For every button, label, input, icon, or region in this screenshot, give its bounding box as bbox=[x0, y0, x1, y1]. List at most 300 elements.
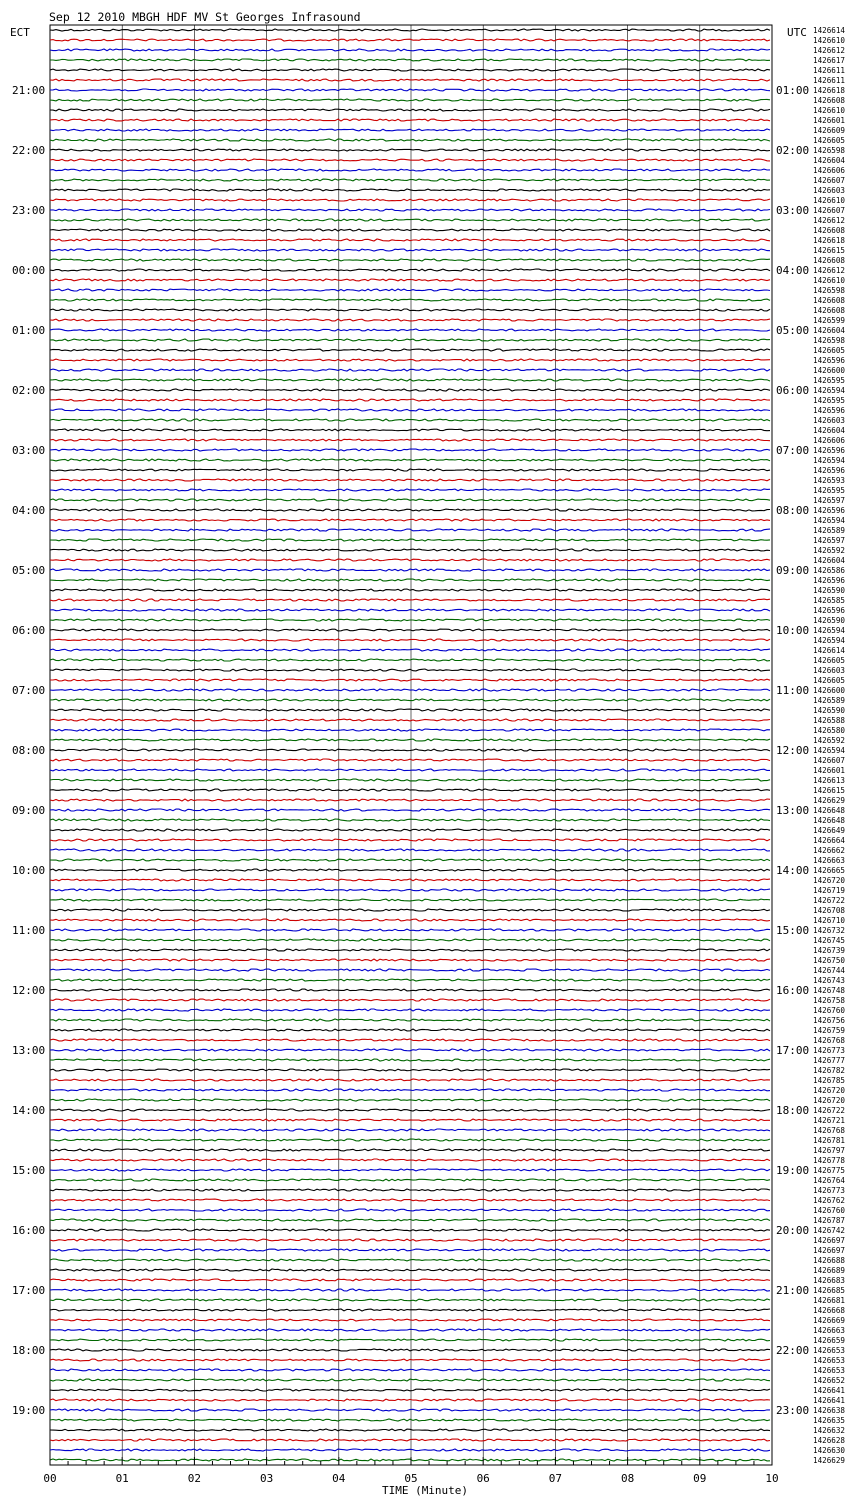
right-hour-labels bbox=[776, 84, 809, 1417]
right-hour-label: 17:00 bbox=[776, 1044, 810, 1057]
trace-value-label: 1426681 bbox=[813, 1296, 846, 1305]
trace-142 bbox=[50, 1439, 770, 1441]
trace-92 bbox=[50, 939, 770, 941]
trace-132 bbox=[50, 1339, 770, 1341]
trace-value-label: 1426635 bbox=[813, 1416, 846, 1425]
trace-98 bbox=[50, 999, 770, 1001]
left-hour-label: 14:00 bbox=[12, 1104, 46, 1117]
trace-value-label: 1426609 bbox=[813, 126, 846, 135]
trace-31 bbox=[50, 329, 770, 331]
trace-63 bbox=[50, 649, 770, 651]
trace-value-label: 1426596 bbox=[813, 576, 846, 585]
trace-5 bbox=[50, 69, 770, 71]
right-hour-label: 07:00 bbox=[776, 444, 810, 457]
trace-value-label: 1426610 bbox=[813, 36, 846, 45]
trace-120 bbox=[50, 1219, 770, 1221]
right-hour-label: 16:00 bbox=[776, 984, 810, 997]
trace-110 bbox=[50, 1119, 770, 1121]
trace-65 bbox=[50, 669, 770, 671]
trace-25 bbox=[50, 269, 770, 271]
trace-87 bbox=[50, 889, 770, 891]
trace-118 bbox=[50, 1199, 770, 1201]
right-hour-label: 13:00 bbox=[776, 804, 810, 817]
trace-75 bbox=[50, 769, 770, 771]
trace-58 bbox=[50, 599, 770, 601]
x-tick-label: 02 bbox=[187, 1472, 202, 1485]
trace-35 bbox=[50, 369, 770, 371]
trace-value-label: 1426721 bbox=[813, 1116, 846, 1125]
trace-value-label: 1426663 bbox=[813, 1326, 846, 1335]
trace-8 bbox=[50, 99, 770, 101]
trace-40 bbox=[50, 419, 770, 421]
trace-value-label: 1426597 bbox=[813, 496, 846, 505]
trace-78 bbox=[50, 799, 770, 801]
trace-value-label: 1426614 bbox=[813, 646, 846, 655]
trace-102 bbox=[50, 1039, 770, 1041]
trace-value-label: 1426720 bbox=[813, 876, 846, 885]
x-tick-label: 05 bbox=[404, 1472, 418, 1485]
trace-93 bbox=[50, 949, 770, 951]
trace-60 bbox=[50, 619, 770, 621]
trace-value-label: 1426689 bbox=[813, 1266, 846, 1275]
trace-value-label: 1426739 bbox=[813, 946, 846, 955]
trace-value-label: 1426596 bbox=[813, 356, 846, 365]
trace-value-label: 1426594 bbox=[813, 636, 846, 645]
trace-value-label: 1426768 bbox=[813, 1036, 846, 1045]
trace-value-label: 1426613 bbox=[813, 776, 846, 785]
x-tick-label: 10 bbox=[765, 1472, 779, 1485]
trace-79 bbox=[50, 809, 770, 811]
seismic-traces bbox=[50, 29, 770, 1461]
x-tick-label: 07 bbox=[548, 1472, 563, 1485]
trace-13 bbox=[50, 149, 770, 151]
trace-value-label: 1426629 bbox=[813, 1456, 846, 1465]
trace-value-label: 1426615 bbox=[813, 786, 846, 795]
trace-82 bbox=[50, 839, 770, 841]
trace-29 bbox=[50, 309, 770, 311]
trace-143 bbox=[50, 1449, 770, 1451]
trace-42 bbox=[50, 439, 770, 441]
trace-value-label: 1426745 bbox=[813, 936, 846, 945]
trace-14 bbox=[50, 159, 770, 161]
trace-value-label: 1426608 bbox=[813, 256, 846, 265]
trace-11 bbox=[50, 129, 770, 131]
trace-122 bbox=[50, 1239, 770, 1241]
right-hour-label: 03:00 bbox=[776, 204, 810, 217]
trace-value-label: 1426648 bbox=[813, 806, 846, 815]
trace-55 bbox=[50, 569, 770, 571]
trace-16 bbox=[50, 179, 770, 181]
left-hour-label: 19:00 bbox=[12, 1404, 46, 1417]
trace-34 bbox=[50, 359, 770, 361]
trace-value-label: 1426597 bbox=[813, 536, 846, 545]
trace-96 bbox=[50, 979, 770, 981]
x-tick-label: 09 bbox=[693, 1472, 707, 1485]
trace-9 bbox=[50, 109, 770, 111]
trace-value-label: 1426782 bbox=[813, 1066, 846, 1075]
trace-37 bbox=[50, 389, 770, 391]
right-hour-label: 02:00 bbox=[776, 144, 810, 157]
trace-value-label: 1426594 bbox=[813, 386, 846, 395]
trace-114 bbox=[50, 1159, 770, 1161]
trace-value-label: 1426748 bbox=[813, 986, 846, 995]
trace-value-label: 1426628 bbox=[813, 1436, 846, 1445]
trace-134 bbox=[50, 1359, 770, 1361]
left-hour-label: 09:00 bbox=[12, 804, 46, 817]
trace-46 bbox=[50, 479, 770, 481]
trace-value-label: 1426632 bbox=[813, 1426, 846, 1435]
trace-value-label: 1426618 bbox=[813, 86, 846, 95]
trace-66 bbox=[50, 679, 770, 681]
trace-137 bbox=[50, 1389, 770, 1391]
trace-value-label: 1426744 bbox=[813, 966, 846, 975]
trace-value-label: 1426778 bbox=[813, 1156, 846, 1165]
trace-95 bbox=[50, 969, 770, 971]
trace-80 bbox=[50, 819, 770, 821]
trace-value-label: 1426697 bbox=[813, 1246, 846, 1255]
trace-49 bbox=[50, 509, 770, 511]
trace-value-label: 1426603 bbox=[813, 666, 846, 675]
trace-15 bbox=[50, 169, 770, 171]
trace-value-label: 1426649 bbox=[813, 826, 846, 835]
trace-value-label: 1426732 bbox=[813, 926, 846, 935]
trace-value-label: 1426605 bbox=[813, 136, 846, 145]
trace-41 bbox=[50, 429, 770, 431]
trace-71 bbox=[50, 729, 770, 731]
trace-value-label: 1426601 bbox=[813, 766, 846, 775]
trace-value-label: 1426604 bbox=[813, 326, 846, 335]
trace-value-label: 1426594 bbox=[813, 746, 846, 755]
trace-23 bbox=[50, 249, 770, 251]
trace-69 bbox=[50, 709, 770, 711]
trace-value-label: 1426710 bbox=[813, 916, 846, 925]
trace-107 bbox=[50, 1089, 770, 1091]
right-hour-label: 20:00 bbox=[776, 1224, 810, 1237]
right-hour-label: 06:00 bbox=[776, 384, 810, 397]
trace-value-label: 1426659 bbox=[813, 1336, 846, 1345]
trace-121 bbox=[50, 1229, 770, 1231]
right-hour-label: 01:00 bbox=[776, 84, 810, 97]
left-hour-label: 02:00 bbox=[12, 384, 46, 397]
trace-value-label: 1426781 bbox=[813, 1136, 846, 1145]
trace-138 bbox=[50, 1399, 770, 1401]
right-hour-label: 14:00 bbox=[776, 864, 810, 877]
trace-123 bbox=[50, 1249, 770, 1251]
trace-value-label: 1426610 bbox=[813, 276, 846, 285]
left-hour-label: 05:00 bbox=[12, 564, 46, 577]
trace-value-label: 1426614 bbox=[813, 26, 846, 35]
right-hour-label: 09:00 bbox=[776, 564, 810, 577]
trace-141 bbox=[50, 1429, 770, 1431]
trace-57 bbox=[50, 589, 770, 591]
trace-140 bbox=[50, 1419, 770, 1421]
trace-value-label: 1426764 bbox=[813, 1176, 846, 1185]
trace-81 bbox=[50, 829, 770, 831]
trace-89 bbox=[50, 909, 770, 911]
chart-title: Sep 12 2010 MBGH HDF MV St Georges Infrasound bbox=[49, 10, 361, 24]
trace-83 bbox=[50, 849, 770, 851]
trace-value-label: 1426688 bbox=[813, 1256, 846, 1265]
trace-104 bbox=[50, 1059, 770, 1061]
trace-value-label: 1426588 bbox=[813, 716, 846, 725]
trace-113 bbox=[50, 1149, 770, 1151]
trace-128 bbox=[50, 1299, 770, 1301]
trace-value-label: 1426596 bbox=[813, 606, 846, 615]
trace-value-label: 1426768 bbox=[813, 1126, 846, 1135]
trace-value-label: 1426593 bbox=[813, 476, 846, 485]
trace-10 bbox=[50, 119, 770, 121]
trace-19 bbox=[50, 209, 770, 211]
left-hour-label: 04:00 bbox=[12, 504, 46, 517]
trace-value-label: 1426773 bbox=[813, 1046, 846, 1055]
left-hour-label: 03:00 bbox=[12, 444, 46, 457]
trace-28 bbox=[50, 299, 770, 301]
trace-value-label: 1426599 bbox=[813, 316, 846, 325]
left-hour-label: 10:00 bbox=[12, 864, 46, 877]
trace-value-label: 1426785 bbox=[813, 1076, 846, 1085]
trace-value-label: 1426722 bbox=[813, 1106, 846, 1115]
trace-76 bbox=[50, 779, 770, 781]
trace-86 bbox=[50, 879, 770, 881]
trace-value-label: 1426596 bbox=[813, 446, 846, 455]
trace-103 bbox=[50, 1049, 770, 1051]
trace-144 bbox=[50, 1459, 770, 1461]
trace-value-label: 1426595 bbox=[813, 376, 846, 385]
right-timezone-label: UTC bbox=[787, 26, 807, 39]
left-hour-label: 01:00 bbox=[12, 324, 46, 337]
trace-22 bbox=[50, 239, 770, 241]
trace-109 bbox=[50, 1109, 770, 1111]
trace-64 bbox=[50, 659, 770, 661]
trace-value-label: 1426607 bbox=[813, 756, 846, 765]
right-hour-label: 19:00 bbox=[776, 1164, 810, 1177]
trace-133 bbox=[50, 1349, 770, 1351]
trace-51 bbox=[50, 529, 770, 531]
trace-value-label: 1426683 bbox=[813, 1276, 846, 1285]
trace-value-label: 1426590 bbox=[813, 706, 846, 715]
trace-124 bbox=[50, 1259, 770, 1261]
trace-125 bbox=[50, 1269, 770, 1271]
left-hour-label: 11:00 bbox=[12, 924, 46, 937]
trace-105 bbox=[50, 1069, 770, 1071]
trace-value-label: 1426760 bbox=[813, 1006, 846, 1015]
left-hour-label: 12:00 bbox=[12, 984, 46, 997]
trace-33 bbox=[50, 349, 770, 351]
left-hour-label: 17:00 bbox=[12, 1284, 46, 1297]
right-hour-label: 05:00 bbox=[776, 324, 810, 337]
trace-77 bbox=[50, 789, 770, 791]
trace-43 bbox=[50, 449, 770, 451]
trace-value-label: 1426589 bbox=[813, 526, 846, 535]
trace-value-label: 1426720 bbox=[813, 1086, 846, 1095]
right-hour-label: 23:00 bbox=[776, 1404, 810, 1417]
trace-value-label: 1426664 bbox=[813, 836, 846, 845]
trace-47 bbox=[50, 489, 770, 491]
trace-100 bbox=[50, 1019, 770, 1021]
left-hour-label: 13:00 bbox=[12, 1044, 46, 1057]
trace-139 bbox=[50, 1409, 770, 1411]
trace-value-label: 1426585 bbox=[813, 596, 846, 605]
trace-value-label: 1426608 bbox=[813, 306, 846, 315]
trace-101 bbox=[50, 1029, 770, 1031]
trace-value-label: 1426603 bbox=[813, 186, 846, 195]
trace-6 bbox=[50, 79, 770, 81]
trace-value-label: 1426606 bbox=[813, 436, 846, 445]
trace-30 bbox=[50, 319, 770, 321]
trace-131 bbox=[50, 1329, 770, 1331]
trace-56 bbox=[50, 579, 770, 581]
trace-72 bbox=[50, 739, 770, 741]
trace-value-label: 1426594 bbox=[813, 516, 846, 525]
trace-97 bbox=[50, 989, 770, 991]
trace-68 bbox=[50, 699, 770, 701]
trace-value-label: 1426668 bbox=[813, 1306, 846, 1315]
trace-value-label: 1426598 bbox=[813, 336, 846, 345]
trace-value-label: 1426669 bbox=[813, 1316, 846, 1325]
trace-85 bbox=[50, 869, 770, 871]
trace-116 bbox=[50, 1179, 770, 1181]
trace-112 bbox=[50, 1139, 770, 1141]
trace-74 bbox=[50, 759, 770, 761]
left-hour-label: 07:00 bbox=[12, 684, 46, 697]
trace-value-label: 1426612 bbox=[813, 216, 846, 225]
left-hour-label: 08:00 bbox=[12, 744, 46, 757]
trace-value-label: 1426607 bbox=[813, 206, 846, 215]
trace-90 bbox=[50, 919, 770, 921]
trace-130 bbox=[50, 1319, 770, 1321]
trace-value-label: 1426608 bbox=[813, 226, 846, 235]
trace-value-label: 1426742 bbox=[813, 1226, 846, 1235]
trace-27 bbox=[50, 289, 770, 291]
trace-value-label: 1426612 bbox=[813, 46, 846, 55]
trace-2 bbox=[50, 39, 770, 41]
right-hour-label: 15:00 bbox=[776, 924, 810, 937]
trace-67 bbox=[50, 689, 770, 691]
right-hour-label: 22:00 bbox=[776, 1344, 810, 1357]
right-hour-label: 04:00 bbox=[776, 264, 810, 277]
trace-4 bbox=[50, 59, 770, 61]
trace-50 bbox=[50, 519, 770, 521]
trace-value-label: 1426601 bbox=[813, 116, 846, 125]
trace-value-label: 1426594 bbox=[813, 626, 846, 635]
trace-62 bbox=[50, 639, 770, 641]
trace-value-label: 1426592 bbox=[813, 546, 846, 555]
trace-value-label: 1426608 bbox=[813, 96, 846, 105]
trace-value-label: 1426610 bbox=[813, 196, 846, 205]
trace-73 bbox=[50, 749, 770, 751]
left-hour-label: 18:00 bbox=[12, 1344, 46, 1357]
right-hour-label: 21:00 bbox=[776, 1284, 810, 1297]
trace-135 bbox=[50, 1369, 770, 1371]
trace-45 bbox=[50, 469, 770, 471]
trace-12 bbox=[50, 139, 770, 141]
x-tick-label: 04 bbox=[332, 1472, 346, 1485]
trace-value-label: 1426697 bbox=[813, 1236, 846, 1245]
trace-117 bbox=[50, 1189, 770, 1191]
trace-88 bbox=[50, 899, 770, 901]
trace-7 bbox=[50, 89, 770, 91]
left-timezone-label: ECT bbox=[10, 26, 30, 39]
trace-value-label: 1426760 bbox=[813, 1206, 846, 1215]
trace-54 bbox=[50, 559, 770, 561]
trace-126 bbox=[50, 1279, 770, 1281]
trace-value-label: 1426615 bbox=[813, 246, 846, 255]
trace-36 bbox=[50, 379, 770, 381]
trace-1 bbox=[50, 29, 770, 31]
trace-44 bbox=[50, 459, 770, 461]
trace-91 bbox=[50, 929, 770, 931]
trace-value-label: 1426653 bbox=[813, 1366, 846, 1375]
trace-value-label: 1426641 bbox=[813, 1396, 846, 1405]
trace-value-label: 1426797 bbox=[813, 1146, 846, 1155]
trace-value-label: 1426606 bbox=[813, 166, 846, 175]
trace-17 bbox=[50, 189, 770, 191]
trace-52 bbox=[50, 539, 770, 541]
right-hour-label: 10:00 bbox=[776, 624, 810, 637]
trace-53 bbox=[50, 549, 770, 551]
trace-value-label: 1426605 bbox=[813, 656, 846, 665]
x-axis-label: TIME (Minute) bbox=[381, 1484, 469, 1497]
trace-value-label: 1426662 bbox=[813, 846, 846, 855]
trace-value-label: 1426612 bbox=[813, 266, 846, 275]
trace-value-label: 1426595 bbox=[813, 396, 846, 405]
trace-value-label: 1426607 bbox=[813, 176, 846, 185]
trace-115 bbox=[50, 1169, 770, 1171]
trace-value-label: 1426586 bbox=[813, 566, 846, 575]
left-hour-label: 23:00 bbox=[12, 204, 46, 217]
left-hour-label: 06:00 bbox=[12, 624, 46, 637]
trace-24 bbox=[50, 259, 770, 261]
trace-70 bbox=[50, 719, 770, 721]
trace-value-label: 1426611 bbox=[813, 76, 846, 85]
x-tick-label: 06 bbox=[476, 1472, 490, 1485]
trace-value-label: 1426648 bbox=[813, 816, 846, 825]
trace-99 bbox=[50, 1009, 770, 1011]
trace-value-label: 1426663 bbox=[813, 856, 846, 865]
trace-94 bbox=[50, 959, 770, 961]
trace-value-label: 1426617 bbox=[813, 56, 846, 65]
trace-value-label: 1426758 bbox=[813, 996, 846, 1005]
trace-39 bbox=[50, 409, 770, 411]
trace-value-label: 1426600 bbox=[813, 366, 846, 375]
trace-21 bbox=[50, 229, 770, 231]
trace-value-label: 1426590 bbox=[813, 586, 846, 595]
x-tick-label: 03 bbox=[259, 1472, 274, 1485]
trace-20 bbox=[50, 219, 770, 221]
trace-value-label: 1426592 bbox=[813, 736, 846, 745]
right-hour-label: 11:00 bbox=[776, 684, 810, 697]
trace-3 bbox=[50, 49, 770, 51]
trace-value-label: 1426756 bbox=[813, 1016, 846, 1025]
right-hour-label: 08:00 bbox=[776, 504, 810, 517]
trace-value-label: 1426604 bbox=[813, 556, 846, 565]
trace-value-label: 1426762 bbox=[813, 1196, 846, 1205]
trace-value-label: 1426603 bbox=[813, 416, 846, 425]
trace-value-label: 1426653 bbox=[813, 1356, 846, 1365]
trace-value-label: 1426598 bbox=[813, 146, 846, 155]
trace-value-label: 1426596 bbox=[813, 406, 846, 415]
x-tick-label: 08 bbox=[620, 1472, 635, 1485]
trace-value-label: 1426685 bbox=[813, 1286, 846, 1295]
trace-value-label: 1426720 bbox=[813, 1096, 846, 1105]
trace-value-label: 1426750 bbox=[813, 956, 846, 965]
trace-84 bbox=[50, 859, 770, 861]
trace-value-label: 1426611 bbox=[813, 66, 846, 75]
trace-value-label: 1426641 bbox=[813, 1386, 846, 1395]
trace-value-label: 1426590 bbox=[813, 616, 846, 625]
trace-value-label: 1426652 bbox=[813, 1376, 846, 1385]
trace-value-label: 1426665 bbox=[813, 866, 846, 875]
